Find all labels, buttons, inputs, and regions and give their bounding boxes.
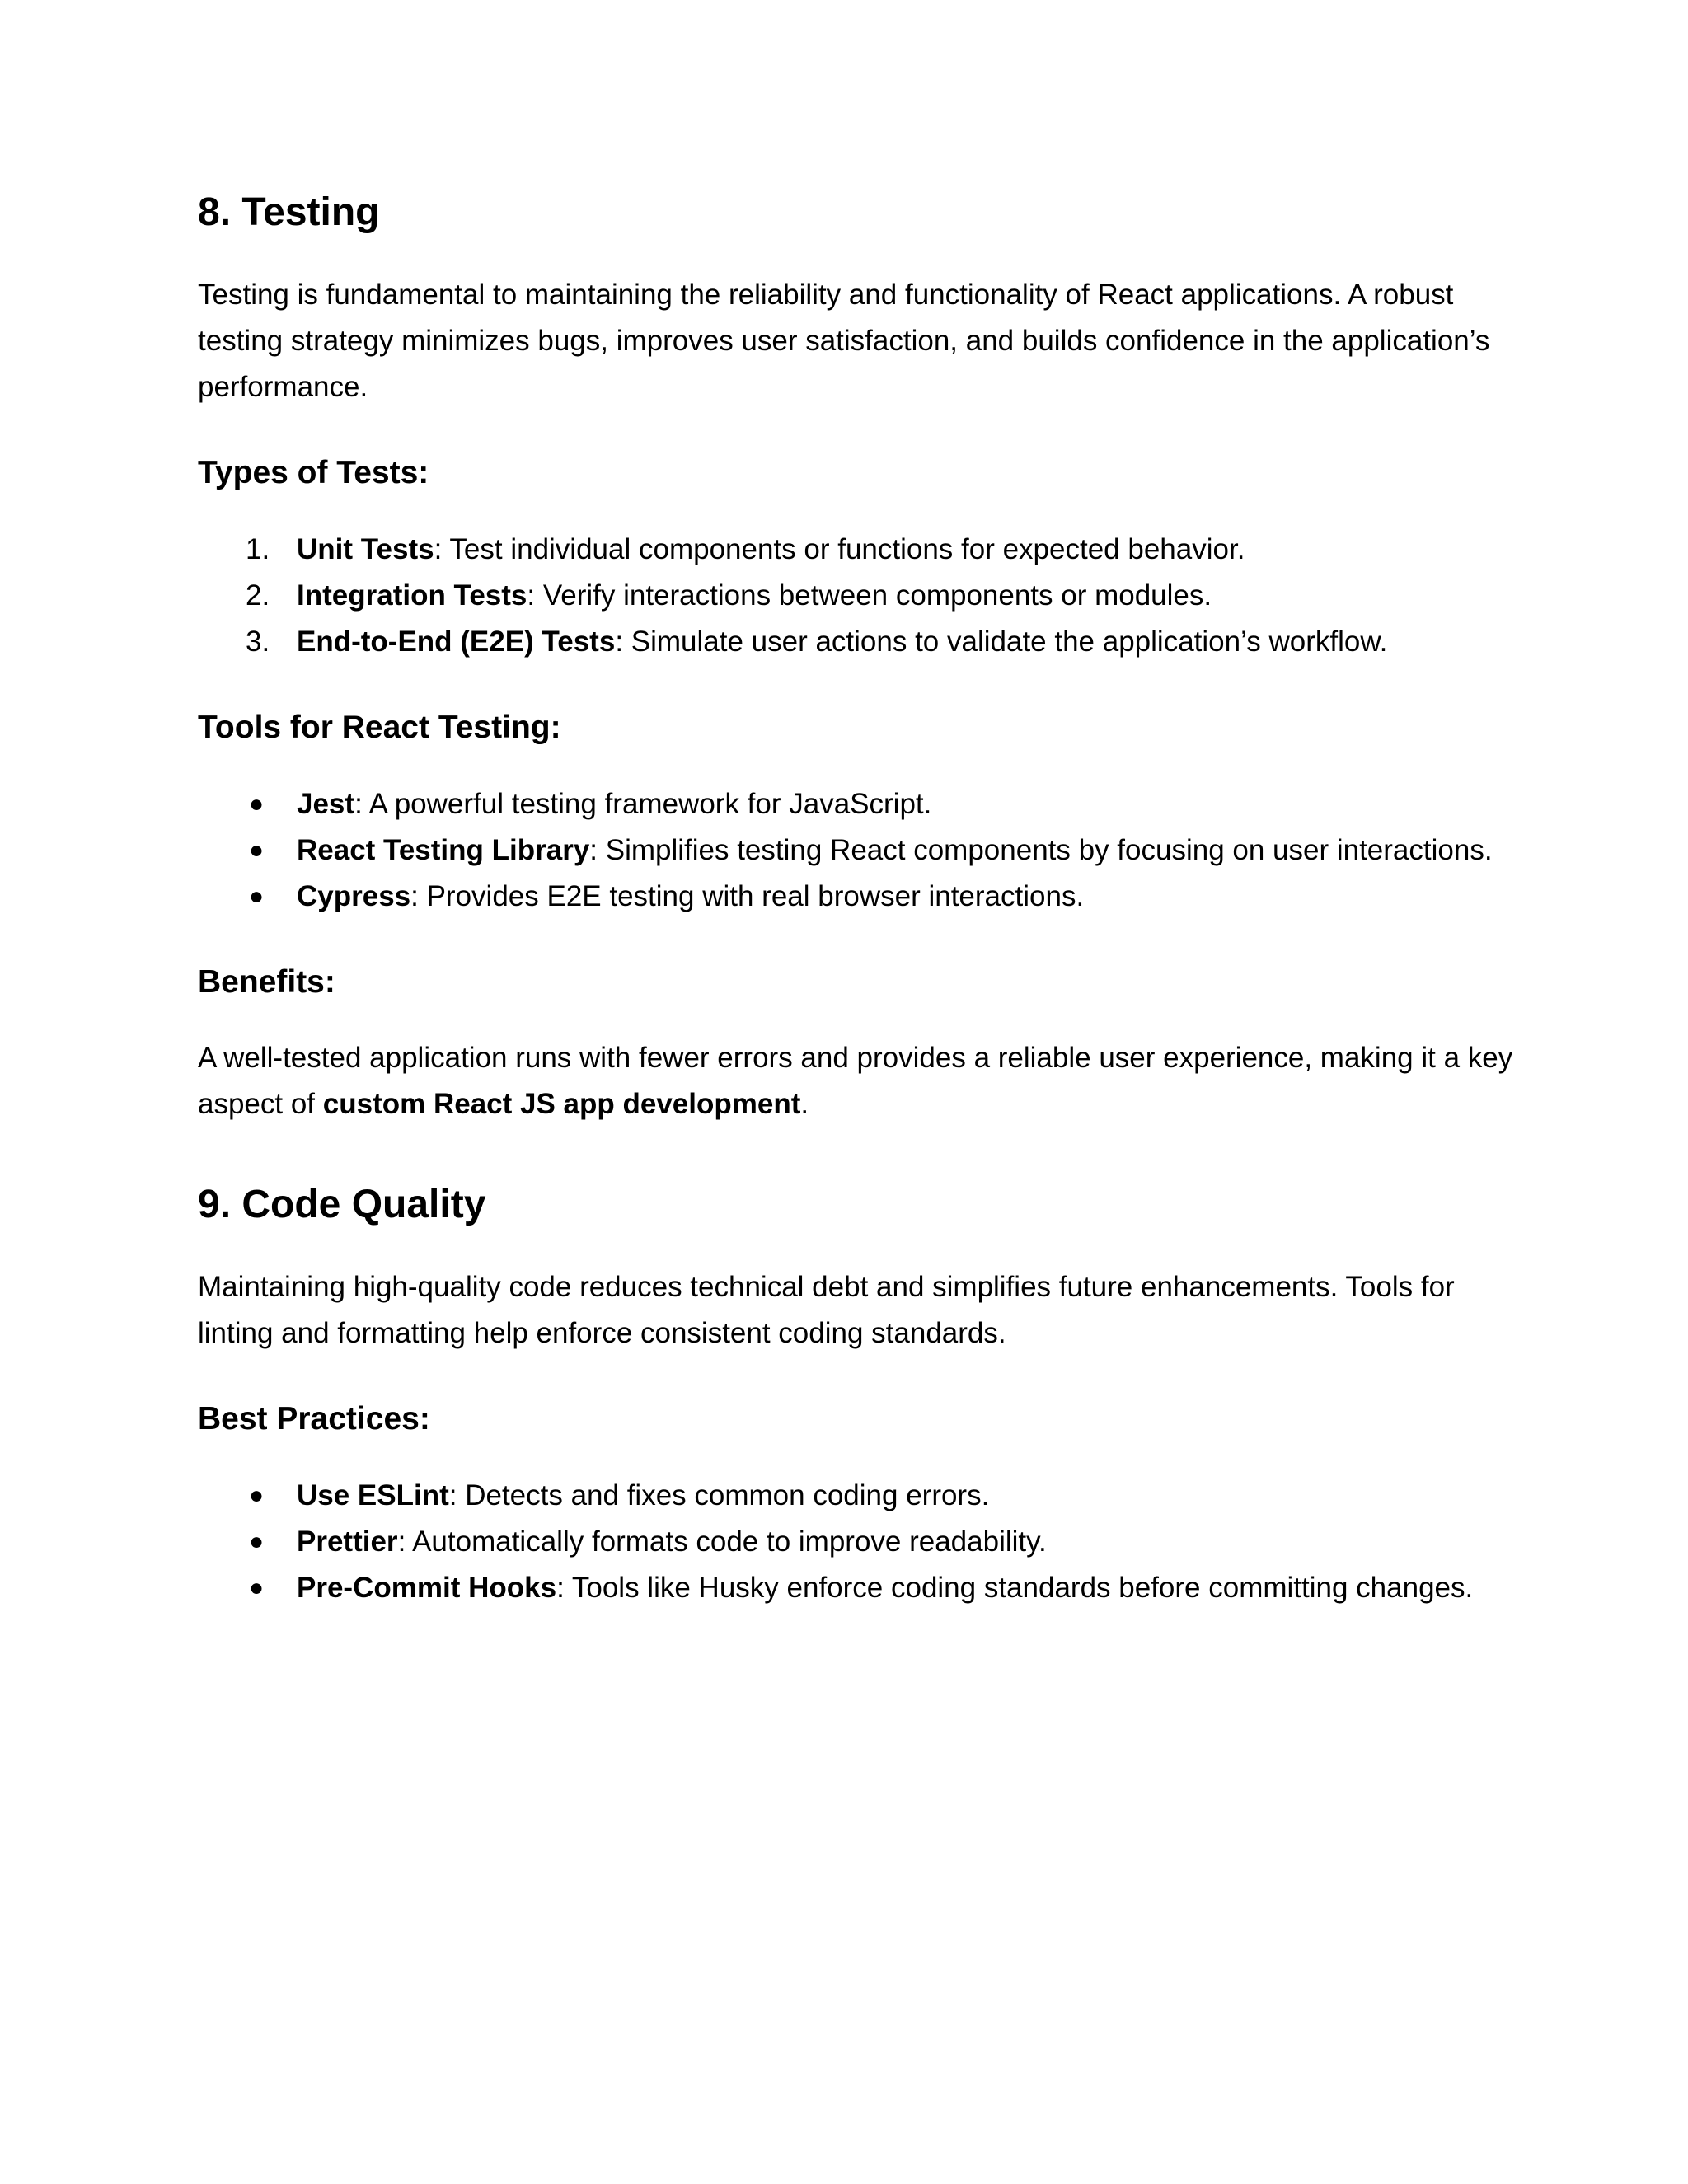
bullet-icon: ● (249, 1528, 265, 1555)
list-item-term: End-to-End (E2E) Tests (297, 625, 616, 658)
list-item (198, 527, 1517, 573)
types-of-tests-list (198, 527, 1517, 665)
section-9-intro: Maintaining high-quality code reduces technical debt and simplifies future enhancements. Tools for linting and formatting help enforce consistent coding standards. (198, 1271, 1455, 1350)
list-item (198, 1519, 1517, 1565)
list-item (198, 827, 1517, 874)
list-item (198, 781, 1517, 827)
benefits-text-end: . (800, 1088, 809, 1121)
benefits-text (198, 1035, 1517, 1127)
list-item (198, 1565, 1517, 1611)
list-item-text: : Detects and fixes common coding errors. (448, 1479, 990, 1511)
types-of-tests-heading: Types of Tests: (198, 455, 429, 490)
section-8-title: 8. Testing (198, 190, 380, 234)
bullet-icon: ● (249, 790, 265, 818)
list-item (198, 619, 1517, 665)
bullet-icon: ● (249, 836, 265, 864)
bullet-icon: ● (249, 882, 265, 910)
list-item (198, 573, 1517, 619)
list-item-term: Use ESLint (297, 1479, 449, 1511)
list-item-text: : Tools like Husky enforce coding standards before committing changes. (556, 1572, 1474, 1604)
section-8-intro: Testing is fundamental to maintaining the reliability and functionality of React applications. A robust testing strategy minimizes bugs, improves user satisfaction, and builds confidence in the application’s performance. (198, 279, 1490, 403)
best-practices-list (198, 1473, 1517, 1611)
list-item (198, 874, 1517, 920)
list-number: 1. (246, 532, 270, 565)
list-item-term: Integration Tests (297, 579, 528, 612)
list-item-term: Unit Tests (297, 532, 434, 565)
best-practices-heading: Best Practices: (198, 1401, 430, 1437)
list-item-term: Prettier (297, 1526, 398, 1558)
list-number: 2. (246, 579, 270, 612)
list-item (198, 1473, 1517, 1519)
list-item-text: : Test individual components or functions for expected behavior. (434, 532, 1245, 565)
list-item-text: : Provides E2E testing with real browser interactions. (410, 879, 1085, 912)
benefits-text-start: A well-tested application runs with fewer errors and provides a reliable user experience, making it a key aspect of (198, 1042, 1513, 1121)
benefits-heading: Benefits: (198, 963, 335, 1000)
list-item-text: : Simulate user actions to validate the application’s workflow. (615, 625, 1388, 658)
list-item-text: : A powerful testing framework for JavaScript. (354, 787, 932, 820)
list-number: 3. (246, 625, 270, 658)
benefits-highlight: custom React JS app development (322, 1088, 801, 1121)
section-9-title: 9. Code Quality (198, 1183, 486, 1227)
bullet-icon: ● (249, 1574, 265, 1601)
list-item-text: : Simplifies testing React components by focusing on user interactions. (589, 833, 1493, 866)
list-item-text: : Verify interactions between components or modules. (527, 579, 1212, 612)
list-item-term: Cypress (297, 879, 411, 912)
tools-heading: Tools for React Testing: (198, 709, 561, 745)
list-item-term: React Testing Library (297, 833, 590, 866)
list-item-term: Pre-Commit Hooks (297, 1572, 557, 1604)
document-content (198, 188, 1517, 1611)
list-item-text: : Automatically formats code to improve readability. (397, 1526, 1047, 1558)
list-item-term: Jest (297, 787, 355, 820)
bullet-icon: ● (249, 1482, 265, 1509)
tools-list (198, 781, 1517, 920)
